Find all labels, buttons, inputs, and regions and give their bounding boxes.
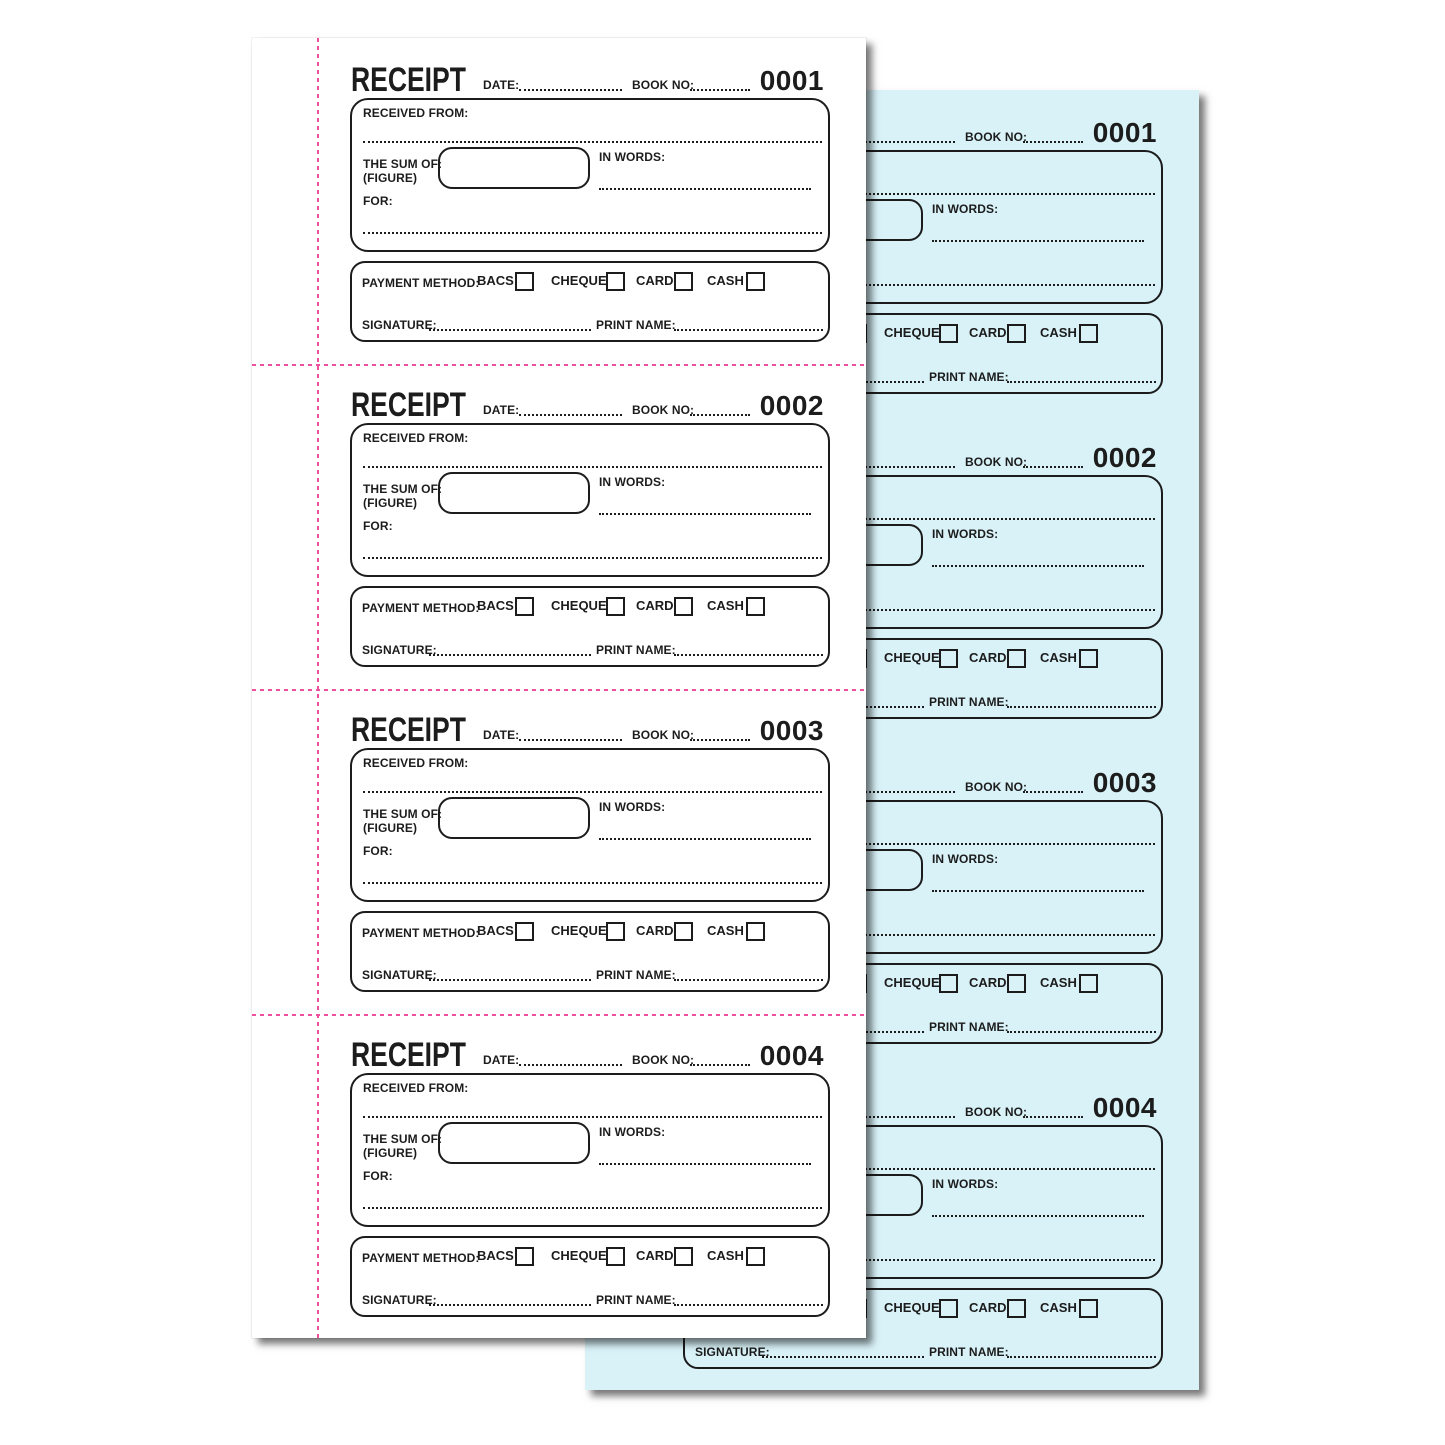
book-no-entry-line[interactable] bbox=[690, 719, 750, 741]
book-no-entry-line[interactable] bbox=[690, 394, 750, 416]
perforation-line-horizontal bbox=[252, 1014, 866, 1016]
perforation-line-horizontal bbox=[252, 364, 866, 366]
date-entry-line[interactable] bbox=[852, 771, 955, 793]
signature-entry-line[interactable] bbox=[429, 634, 591, 656]
cash-label: CASH bbox=[707, 598, 744, 613]
book-no-label: BOOK NO: bbox=[965, 130, 1028, 144]
card-label: CARD bbox=[969, 325, 1007, 340]
book-no-label: BOOK NO: bbox=[632, 403, 695, 417]
book-no-label: BOOK NO: bbox=[965, 780, 1028, 794]
received-from-entry-line[interactable] bbox=[363, 1076, 822, 1118]
cash-label: CASH bbox=[707, 1248, 744, 1263]
card-checkbox[interactable] bbox=[674, 922, 693, 941]
received-from-label: RECEIVED FROM: bbox=[363, 106, 469, 120]
signature-entry-line[interactable] bbox=[429, 959, 591, 981]
the-sum-of-label: THE SUM OF: bbox=[363, 1132, 443, 1146]
cheque-label: CHEQUE bbox=[551, 923, 607, 938]
cash-checkbox[interactable] bbox=[1079, 649, 1098, 668]
book-no-label: BOOK NO: bbox=[965, 455, 1028, 469]
in-words-label: IN WORDS: bbox=[932, 852, 999, 866]
in-words-label: IN WORDS: bbox=[932, 202, 999, 216]
receipt-form bbox=[252, 1036, 866, 1364]
receipt-form bbox=[252, 711, 866, 1039]
book-no-entry-line[interactable] bbox=[1023, 1096, 1083, 1118]
print-name-entry-line[interactable] bbox=[674, 1284, 823, 1306]
bacs-checkbox[interactable] bbox=[515, 1247, 534, 1266]
payment-box bbox=[350, 911, 830, 992]
cheque-checkbox[interactable] bbox=[939, 324, 958, 343]
amount-figure-box[interactable] bbox=[438, 1122, 590, 1164]
bacs-checkbox[interactable] bbox=[515, 597, 534, 616]
in-words-label: IN WORDS: bbox=[599, 150, 666, 164]
cash-checkbox[interactable] bbox=[1079, 1299, 1098, 1318]
cheque-label: CHEQUE bbox=[884, 325, 940, 340]
cheque-label: CHEQUE bbox=[551, 273, 607, 288]
cash-label: CASH bbox=[707, 273, 744, 288]
print-name-label: PRINT NAME: bbox=[929, 695, 1009, 709]
receipt-title: RECEIPT bbox=[351, 1036, 466, 1074]
in-words-label: IN WORDS: bbox=[599, 475, 666, 489]
payment-method-label: PAYMENT METHOD: bbox=[362, 926, 480, 940]
book-no-entry-line[interactable] bbox=[1023, 121, 1083, 143]
perforation-line-vertical bbox=[317, 38, 319, 1338]
for-label: FOR: bbox=[363, 1169, 393, 1183]
in-words-label: IN WORDS: bbox=[932, 527, 999, 541]
cheque-checkbox[interactable] bbox=[606, 1247, 625, 1266]
receipt-serial-number: 0002 bbox=[759, 390, 824, 421]
amount-figure-box[interactable] bbox=[438, 472, 590, 514]
for-entry-line[interactable] bbox=[363, 521, 822, 559]
cash-checkbox[interactable] bbox=[1079, 324, 1098, 343]
card-checkbox[interactable] bbox=[674, 597, 693, 616]
date-label: DATE: bbox=[483, 78, 520, 92]
signature-label: SIGNATURE: bbox=[362, 318, 437, 332]
book-no-entry-line[interactable] bbox=[690, 69, 750, 91]
card-checkbox[interactable] bbox=[1007, 974, 1026, 993]
receipt-title: RECEIPT bbox=[351, 711, 466, 749]
payment-box bbox=[350, 1236, 830, 1317]
receipt-serial-number: 0004 bbox=[1092, 1092, 1157, 1123]
figure-label: (FIGURE) bbox=[363, 171, 418, 185]
amount-figure-box[interactable] bbox=[438, 147, 590, 189]
receipt-serial-number: 0003 bbox=[1092, 767, 1157, 798]
received-from-label: RECEIVED FROM: bbox=[363, 756, 469, 770]
date-entry-line[interactable] bbox=[852, 446, 955, 468]
payment-box bbox=[350, 586, 830, 667]
receipt-serial-number: 0003 bbox=[759, 715, 824, 746]
in-words-entry-line[interactable] bbox=[599, 1127, 811, 1165]
card-checkbox[interactable] bbox=[674, 272, 693, 291]
for-entry-line[interactable] bbox=[363, 1171, 822, 1209]
receipt-details-box bbox=[350, 423, 830, 577]
bacs-label: BACS bbox=[477, 598, 514, 613]
for-entry-line[interactable] bbox=[363, 196, 822, 234]
book-no-label: BOOK NO: bbox=[965, 1105, 1028, 1119]
in-words-label: IN WORDS: bbox=[599, 800, 666, 814]
cheque-checkbox[interactable] bbox=[939, 1299, 958, 1318]
cash-label: CASH bbox=[1040, 325, 1077, 340]
in-words-entry-line[interactable] bbox=[932, 204, 1144, 242]
print-name-label: PRINT NAME: bbox=[929, 370, 1009, 384]
cash-checkbox[interactable] bbox=[746, 272, 765, 291]
figure-label: (FIGURE) bbox=[363, 821, 418, 835]
cash-checkbox[interactable] bbox=[746, 922, 765, 941]
in-words-entry-line[interactable] bbox=[932, 529, 1144, 567]
receipt-details-box bbox=[350, 98, 830, 252]
card-label: CARD bbox=[636, 598, 674, 613]
card-label: CARD bbox=[636, 1248, 674, 1263]
date-label: DATE: bbox=[483, 1053, 520, 1067]
receipt-title: RECEIPT bbox=[351, 61, 466, 99]
card-label: CARD bbox=[969, 975, 1007, 990]
print-name-entry-line[interactable] bbox=[674, 959, 823, 981]
bacs-checkbox[interactable] bbox=[515, 922, 534, 941]
date-entry-line[interactable] bbox=[519, 394, 622, 416]
print-name-entry-line[interactable] bbox=[1007, 361, 1156, 383]
figure-label: (FIGURE) bbox=[363, 496, 418, 510]
payment-method-label: PAYMENT METHOD: bbox=[362, 1251, 480, 1265]
for-entry-line[interactable] bbox=[363, 846, 822, 884]
in-words-entry-line[interactable] bbox=[599, 477, 811, 515]
payment-method-label: PAYMENT METHOD: bbox=[362, 601, 480, 615]
cheque-checkbox[interactable] bbox=[606, 272, 625, 291]
cheque-checkbox[interactable] bbox=[606, 922, 625, 941]
card-checkbox[interactable] bbox=[1007, 649, 1026, 668]
print-name-label: PRINT NAME: bbox=[596, 318, 676, 332]
cheque-label: CHEQUE bbox=[884, 975, 940, 990]
print-name-entry-line[interactable] bbox=[674, 634, 823, 656]
receipt-serial-number: 0001 bbox=[759, 65, 824, 96]
cheque-label: CHEQUE bbox=[551, 598, 607, 613]
the-sum-of-label: THE SUM OF: bbox=[363, 482, 443, 496]
book-no-entry-line[interactable] bbox=[1023, 771, 1083, 793]
card-label: CARD bbox=[969, 1300, 1007, 1315]
receipt-serial-number: 0002 bbox=[1092, 442, 1157, 473]
card-label: CARD bbox=[636, 923, 674, 938]
receipt-serial-number: 0001 bbox=[1092, 117, 1157, 148]
print-name-entry-line[interactable] bbox=[1007, 686, 1156, 708]
print-name-entry-line[interactable] bbox=[1007, 1336, 1156, 1358]
cheque-checkbox[interactable] bbox=[939, 649, 958, 668]
book-no-entry-line[interactable] bbox=[690, 1044, 750, 1066]
in-words-entry-line[interactable] bbox=[932, 1179, 1144, 1217]
print-name-label: PRINT NAME: bbox=[596, 968, 676, 982]
cash-label: CASH bbox=[1040, 650, 1077, 665]
print-name-entry-line[interactable] bbox=[674, 309, 823, 331]
received-from-label: RECEIVED FROM: bbox=[363, 1081, 469, 1095]
signature-label: SIGNATURE: bbox=[362, 1293, 437, 1307]
signature-entry-line[interactable] bbox=[429, 1284, 591, 1306]
signature-label: SIGNATURE: bbox=[695, 1345, 770, 1359]
cheque-label: CHEQUE bbox=[884, 650, 940, 665]
cheque-checkbox[interactable] bbox=[939, 974, 958, 993]
book-no-label: BOOK NO: bbox=[632, 1053, 695, 1067]
in-words-label: IN WORDS: bbox=[599, 1125, 666, 1139]
in-words-entry-line[interactable] bbox=[599, 802, 811, 840]
print-name-label: PRINT NAME: bbox=[596, 643, 676, 657]
in-words-label: IN WORDS: bbox=[932, 1177, 999, 1191]
in-words-entry-line[interactable] bbox=[932, 854, 1144, 892]
cheque-label: CHEQUE bbox=[884, 1300, 940, 1315]
cash-checkbox[interactable] bbox=[746, 1247, 765, 1266]
cash-label: CASH bbox=[707, 923, 744, 938]
cash-checkbox[interactable] bbox=[1079, 974, 1098, 993]
original-receipt-page bbox=[252, 38, 866, 1338]
card-checkbox[interactable] bbox=[1007, 324, 1026, 343]
date-entry-line[interactable] bbox=[519, 69, 622, 91]
for-label: FOR: bbox=[363, 194, 393, 208]
cash-label: CASH bbox=[1040, 975, 1077, 990]
receipt-details-box bbox=[350, 748, 830, 902]
cheque-checkbox[interactable] bbox=[606, 597, 625, 616]
for-label: FOR: bbox=[363, 844, 393, 858]
received-from-entry-line[interactable] bbox=[363, 426, 822, 468]
print-name-label: PRINT NAME: bbox=[929, 1020, 1009, 1034]
receipt-details-box bbox=[350, 1073, 830, 1227]
the-sum-of-label: THE SUM OF: bbox=[363, 157, 443, 171]
bacs-checkbox[interactable] bbox=[515, 272, 534, 291]
amount-figure-box[interactable] bbox=[438, 797, 590, 839]
signature-label: SIGNATURE: bbox=[362, 968, 437, 982]
book-no-label: BOOK NO: bbox=[632, 78, 695, 92]
bacs-label: BACS bbox=[477, 1248, 514, 1263]
received-from-entry-line[interactable] bbox=[363, 101, 822, 143]
card-checkbox[interactable] bbox=[1007, 1299, 1026, 1318]
date-entry-line[interactable] bbox=[519, 1044, 622, 1066]
received-from-entry-line[interactable] bbox=[363, 751, 822, 793]
receipt-form bbox=[252, 61, 866, 389]
figure-label: (FIGURE) bbox=[363, 1146, 418, 1160]
payment-method-label: PAYMENT METHOD: bbox=[362, 276, 480, 290]
print-name-label: PRINT NAME: bbox=[929, 1345, 1009, 1359]
cheque-label: CHEQUE bbox=[551, 1248, 607, 1263]
card-label: CARD bbox=[969, 650, 1007, 665]
date-label: DATE: bbox=[483, 728, 520, 742]
date-entry-line[interactable] bbox=[519, 719, 622, 741]
perforation-line-horizontal bbox=[252, 689, 866, 691]
bacs-label: BACS bbox=[477, 273, 514, 288]
print-name-label: PRINT NAME: bbox=[596, 1293, 676, 1307]
card-label: CARD bbox=[636, 273, 674, 288]
receipt-form bbox=[252, 386, 866, 714]
date-entry-line[interactable] bbox=[852, 1096, 955, 1118]
date-label: DATE: bbox=[483, 403, 520, 417]
book-no-entry-line[interactable] bbox=[1023, 446, 1083, 468]
received-from-label: RECEIVED FROM: bbox=[363, 431, 469, 445]
for-label: FOR: bbox=[363, 519, 393, 533]
cash-label: CASH bbox=[1040, 1300, 1077, 1315]
payment-box bbox=[350, 261, 830, 342]
book-no-label: BOOK NO: bbox=[632, 728, 695, 742]
the-sum-of-label: THE SUM OF: bbox=[363, 807, 443, 821]
print-name-entry-line[interactable] bbox=[1007, 1011, 1156, 1033]
cash-checkbox[interactable] bbox=[746, 597, 765, 616]
in-words-entry-line[interactable] bbox=[599, 152, 811, 190]
signature-entry-line[interactable] bbox=[429, 309, 591, 331]
date-entry-line[interactable] bbox=[852, 121, 955, 143]
bacs-label: BACS bbox=[477, 923, 514, 938]
card-checkbox[interactable] bbox=[674, 1247, 693, 1266]
receipt-serial-number: 0004 bbox=[759, 1040, 824, 1071]
signature-label: SIGNATURE: bbox=[362, 643, 437, 657]
receipt-title: RECEIPT bbox=[351, 386, 466, 424]
